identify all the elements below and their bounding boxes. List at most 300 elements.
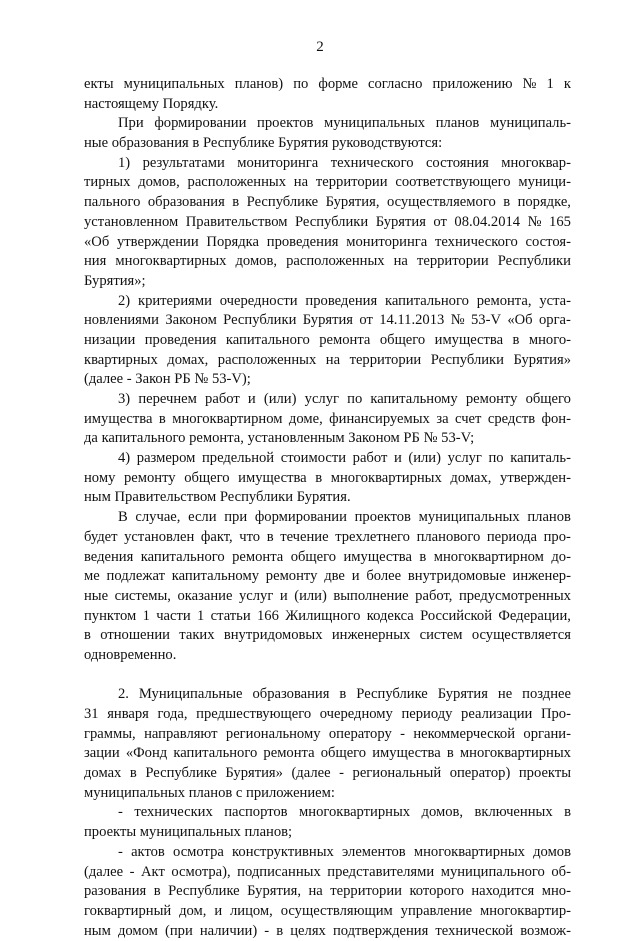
word: - [118,843,123,860]
word: муниципального [440,863,545,880]
word: домов, [421,804,464,821]
word: и [393,450,402,467]
word: общего [320,745,367,762]
word: до- [551,548,571,565]
word: капитального [140,548,225,565]
word: проведения [266,233,339,250]
word: Республике [168,883,240,900]
text-line [84,233,571,253]
text-line [84,429,571,449]
word: многоквартирном [433,548,544,565]
word: образования [147,194,225,211]
word: Муниципальные [138,686,243,703]
word: 2. [118,686,129,703]
word: периоду [401,706,453,722]
word: приложению [432,76,513,92]
word: Бурятия [437,686,488,703]
text-line [84,744,571,764]
word: домах, [450,469,492,486]
word: ремонта [319,331,371,348]
text-line [84,823,571,843]
word: технических [134,804,213,821]
word: ремонту [465,391,518,407]
word: лицом, [230,902,273,919]
text-line [84,75,571,95]
word: и [214,902,223,919]
word: много- [528,331,571,348]
word: и [247,391,256,407]
text-line [84,213,571,233]
word: (при [164,922,193,939]
word: работ [352,450,388,467]
word: фон- [541,410,571,427]
word: в [129,765,137,782]
word: трехлетнего [335,528,410,545]
word: в [512,331,520,348]
word: ме [84,568,100,585]
word: планов [188,784,236,801]
word: образования [111,135,193,152]
word: муници- [518,174,571,191]
word: домом [117,922,158,939]
word: домов, [138,174,180,191]
word: планового [416,528,481,545]
word: наличии) [199,922,258,939]
word: в [266,528,274,545]
word: 4) [118,450,131,467]
word: Республике [246,194,319,211]
word: порядке, [517,194,571,211]
text-line [84,252,571,272]
word: 31 [84,706,99,722]
word: установленным [247,430,349,447]
word: очередности [219,292,298,309]
word: приложением: [246,784,335,801]
word: Республики [219,489,297,506]
word: руководствуются: [331,135,443,152]
word: низации [84,331,136,348]
word: 1 [142,607,150,624]
text-line [84,607,571,627]
word: статьи [210,607,251,624]
word: Федерации, [498,607,571,624]
word: ния [84,253,107,270]
text-line [84,469,571,489]
word: гоквартирный [84,902,172,919]
word: на [308,883,323,900]
word: проектов [257,115,314,132]
word: имущества [372,745,441,762]
word: находится [471,883,535,900]
word: ным [84,922,111,939]
word: отношении [100,627,170,644]
word: подтверждения [332,922,429,939]
word: мониторинга [346,233,428,250]
word: расположенных [217,351,317,368]
word: представителями [327,863,435,880]
word: Правительством [185,213,288,230]
word: органи- [523,725,571,742]
word: Республике [145,765,217,782]
word: в [419,548,427,565]
word: ведения [84,548,134,565]
word: дом, [179,902,207,919]
word: планов [435,115,480,132]
text-line [84,95,571,115]
word: муниципальных [139,824,245,841]
word: муниципальных [84,784,189,801]
word: Закон [135,371,175,388]
word: № [194,371,212,388]
word: территории [349,351,422,368]
text-line [84,705,571,725]
word: от [359,312,373,329]
word: (далее [291,765,331,782]
word: домов, [235,253,278,270]
word: более [366,568,402,585]
word: проведения [305,292,378,309]
word: услуг [238,587,274,604]
word: на [293,174,309,191]
word: осуществляющим [280,902,393,919]
word: планов) [234,76,284,92]
word: ремонта [232,548,284,565]
text-line [84,922,571,941]
text-line [84,685,571,705]
word: в [564,804,571,821]
word: утверждении [117,233,199,250]
word: периода [486,528,538,545]
word: доме, [288,410,323,427]
text-line [84,173,571,193]
word: проекты [84,824,140,841]
word: установлен [124,528,195,545]
word: капитального [101,430,190,447]
word: в [276,922,284,939]
word: многоквартир- [480,902,571,919]
word: уста- [539,292,571,309]
word: № [423,430,442,447]
word: подписанных [237,863,321,880]
word: РБ [174,371,195,388]
word: которого [409,883,464,900]
word: имущества [343,548,412,565]
word: течение [280,528,329,545]
word: что [239,528,261,545]
word: финансируемых [329,410,430,427]
word: января [107,706,149,722]
word: - [126,371,136,388]
word: конструктивных [232,843,334,860]
word: Про- [540,706,571,722]
word: настоящему [84,95,163,112]
word: предшествующего [196,706,312,722]
text-line [84,311,571,331]
word: - [339,765,344,782]
word: капиталь- [510,450,571,467]
word: 166 [256,607,279,624]
word: «Об [84,233,110,250]
text-line [84,390,571,410]
word: осмотра [173,843,224,860]
word: - [129,863,135,880]
word: стоимости [280,450,347,467]
word: две [324,568,345,585]
word: 53-V [470,312,501,329]
word: капитального [384,292,469,309]
text-line [84,114,571,134]
text-line [84,764,571,784]
word: 08.04.2014 [454,213,521,230]
word: инженерных [331,627,411,644]
word: услуг [447,450,482,467]
word: многоквартирных [413,843,525,860]
word: счет [455,410,482,427]
word: перечнем [138,391,197,407]
word: будет [84,528,118,545]
word: одновременно. [84,646,177,663]
word: Республики [294,213,369,230]
word: оператор) [449,765,511,782]
word: планов; [244,824,293,841]
word: 1) [118,154,131,171]
word: в [339,686,347,703]
word: предусмотренных [458,587,571,604]
text-line [84,488,571,508]
word: услуг [304,391,339,407]
word: Правительством [114,489,220,506]
word: (далее [84,371,127,388]
word: - [118,804,123,821]
word: состоя- [525,233,571,250]
word: (или) [263,391,297,407]
word: факт, [200,528,233,545]
word: ным [84,489,115,506]
word: если [188,509,217,526]
word: - [264,922,270,939]
text-line [84,154,571,174]
word: ремонту [265,568,318,585]
text-line [84,449,571,469]
word: мно- [541,883,571,900]
word: в [232,194,240,211]
word: осуществляется [471,627,571,644]
word: в [84,627,91,644]
word: 1 [546,76,554,92]
word: Бурятия» [225,765,283,782]
word: территории [416,253,489,270]
word: Республики [497,253,571,270]
word: разования [84,883,147,900]
text-line [84,784,571,804]
text-line [84,843,571,863]
word: за [436,410,449,427]
word: «Фонд [125,745,168,762]
text-line [84,626,571,646]
word: и [351,568,360,585]
word: 53-V; [441,430,475,447]
word: кодекса [366,607,414,624]
word: (или) [294,587,327,604]
word: мониторинга [237,154,319,171]
text-line [84,292,571,312]
word: 53-V); [211,371,251,388]
word: формировании [154,115,247,132]
word: в [158,410,166,427]
word: результатами [142,154,225,171]
word: и [279,587,288,604]
word: от [433,213,447,230]
word: Бурятия [375,213,426,230]
word: Бурятия. [296,489,351,506]
text-line [84,134,571,154]
word: (далее [84,863,124,880]
word: при [224,509,248,526]
word: в [446,745,454,762]
word: позднее [522,686,571,703]
word: пунктом [84,607,137,624]
word: многоквартирных [115,253,227,270]
word: внутридомовых [223,627,323,644]
text-line [84,272,571,292]
word: ные [84,135,112,152]
word: про- [543,528,571,545]
word: (или) [408,450,441,467]
word: актов [131,843,165,860]
word: № [527,213,542,230]
word: новлениями [84,312,159,329]
word: об- [551,863,571,880]
word: ные [84,587,109,604]
word: предельной [201,450,275,467]
word: по [293,76,309,92]
word: установленном [84,213,179,230]
word: граммы, [84,725,136,742]
word: муниципаль- [489,115,571,132]
word: расположенных [286,253,385,270]
word: Бурятия, [247,883,302,900]
word: работ [205,391,240,407]
word: Бурятия [302,312,353,329]
word: не [497,686,513,703]
word: технического [434,233,518,250]
word: многоквартирных [330,469,442,486]
word: соответствующего [395,174,511,191]
word: капитальному [370,391,458,407]
word: «Об [507,312,533,329]
word: 3) [118,391,131,407]
text-line [84,863,571,883]
word: технической [435,922,514,939]
word: Бурятия, [325,194,380,211]
word: форме [318,76,358,92]
word: к [563,76,571,92]
word: орга- [538,312,571,329]
text-line [84,548,571,568]
text-line [84,508,571,528]
word: Бурятия [278,135,332,152]
word: с [235,784,247,801]
word: осмотра), [171,863,231,880]
word: средств [487,410,536,427]
word: тирных [84,174,131,191]
word: проведения [144,331,217,348]
word: 165 [549,213,571,230]
word: При [118,115,144,132]
word: случае, [135,509,181,526]
word: Порядку. [162,95,219,112]
word: включенных [474,804,553,821]
word: ремонта, [476,292,532,309]
word: ному [84,469,116,486]
word: Республике [202,135,279,152]
word: № [450,312,465,329]
word: региональный [352,765,442,782]
page-number: 2 [316,39,324,55]
word: по [488,450,504,467]
text-line [84,370,571,390]
paragraph-gap [84,666,571,686]
word: расположенных [187,174,286,191]
word: возмож- [520,922,571,939]
word: муниципальных [123,76,225,92]
word: РБ [403,430,424,447]
word: территории [315,174,388,191]
word: пального [84,194,141,211]
word: целях [290,922,326,939]
word: Республике [356,686,428,703]
word: муниципальных [418,509,520,526]
word: выполнение [333,587,409,604]
text-line [84,882,571,902]
word: ремонту [123,469,176,486]
word: некоммерческой [413,725,516,742]
text-line [84,528,571,548]
word: Законом [348,430,404,447]
word: общего [379,331,426,348]
word: критериями [137,292,212,309]
document-body [84,75,571,941]
word: Российской [420,607,493,624]
word: многоквартирных [459,745,571,762]
word: Акт [141,863,165,880]
word: ремонта [263,745,315,762]
word: направляют [144,725,218,742]
word: Жилищного [285,607,361,624]
text-line [84,725,571,745]
word: внутридомовые [407,568,506,585]
word: таких [179,627,215,644]
word: проектов [354,509,411,526]
word: в [315,469,323,486]
word: Законом [165,312,217,329]
word: региональному [225,725,321,742]
word: на [325,351,341,368]
word: элементов [342,843,406,860]
word: 14.11.2013 [379,312,445,329]
word: образования [252,686,330,703]
word: территории [330,883,402,900]
word: паспортов [224,804,288,821]
word: капитального [225,331,310,348]
word: муниципальных [324,115,426,132]
word: систем [419,627,463,644]
word: многоквартирном [172,410,283,427]
word: планов [527,509,571,526]
word: 2) [118,292,131,309]
word: В [118,509,128,526]
word: инженер- [512,568,571,585]
